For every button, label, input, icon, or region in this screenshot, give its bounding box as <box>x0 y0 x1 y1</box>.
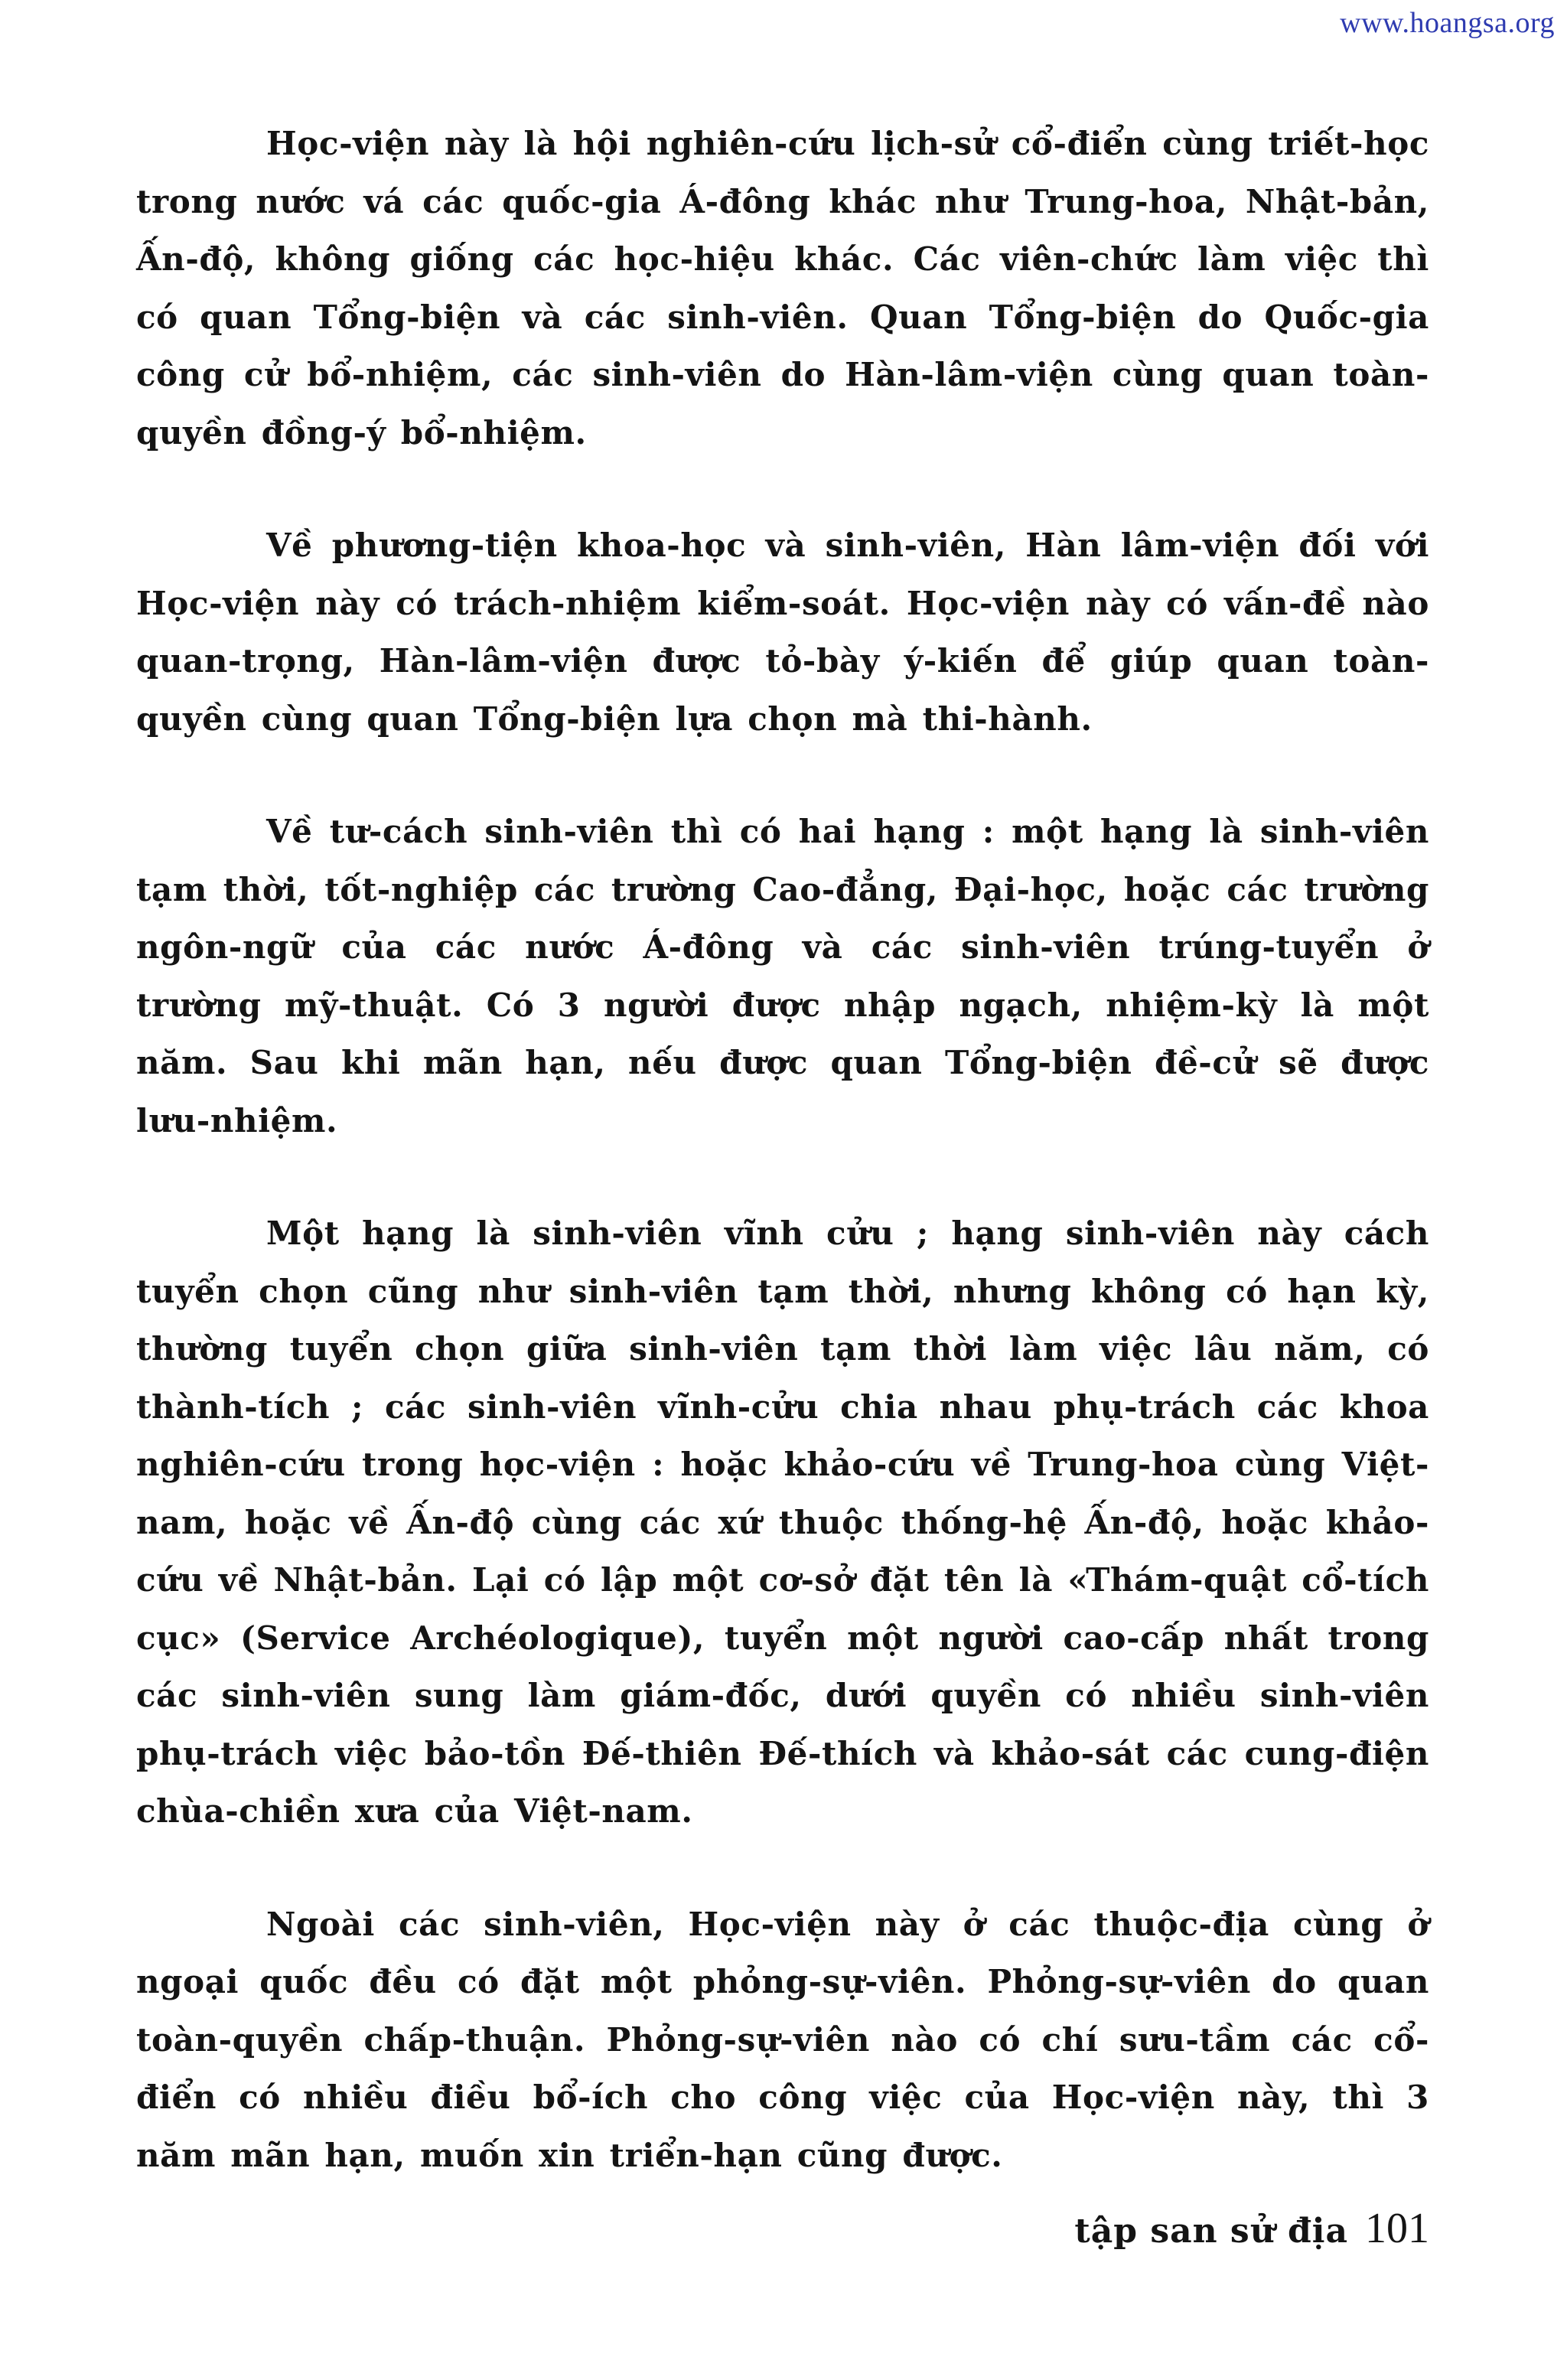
paragraph-4: Một hạng là sinh-viên vĩnh cửu ; hạng sinh-viên này cách tuyển chọn cũng như sinh-viên tạm thời, nhưng không có hạn kỳ, thường tuyển chọn giữa sinh-viên tạm thời làm việc lâu năm, có thành-tích ; các sinh-viên vĩnh-cửu chia nhau phụ-trách các khoa nghiên-cứu trong học-viện : hoặc khảo-cứu về Trung-hoa cùng Việt-nam, hoặc về Ấn-độ cùng các xứ thuộc thống-hệ Ấn-độ, hoặc khảo-cứu về Nhật-bản. Lại có lập một cơ-sở đặt tên là «Thám-quật cổ-tích cục» (Service Archéologique), tuyển một người cao-cấp nhất trong các sinh-viên sung làm giám-đốc, dưới quyền có nhiều sinh-viên phụ-trách việc bảo-tồn Đế-thiên Đế-thích và khảo-sát các cung-điện chùa-chiền xưa của Việt-nam. <box>136 1214 1429 1830</box>
journal-title: tập san sử địa <box>1074 2212 1348 2251</box>
paragraph-3: Về tư-cách sinh-viên thì có hai hạng : một hạng là sinh-viên tạm thời, tốt-nghiệp các trường Cao-đẳng, Đại-học, hoặc các trường ngôn-ngữ của các nước Á-đông và các sinh-viên trúng-tuyển ở trường mỹ-thuật. Có 3 người được nhập ngạch, nhiệm-kỳ là một năm. Sau khi mãn hạn, nếu được quan Tổng-biện đề-cử sẽ được lưu-nhiệm. <box>136 813 1429 1139</box>
page-body <box>136 115 1429 2184</box>
paragraph-1: Học-viện này là hội nghiên-cứu lịch-sử cổ-điển cùng triết-học trong nước vá các quốc-gia Á-đông khác như Trung-hoa, Nhật-bản, Ấn-độ, không giống các học-hiệu khác. Các viên-chức làm việc thì có quan Tổng-biện và các sinh-viên. Quan Tổng-biện do Quốc-gia công cử bổ-nhiệm, các sinh-viên do Hàn-lâm-viện cùng quan toàn-quyền đồng-ý bổ-nhiệm. <box>136 125 1429 452</box>
watermark: www.hoangsa.org <box>1340 7 1555 39</box>
paragraph-5: Ngoài các sinh-viên, Học-viện này ở các thuộc-địa cùng ở ngoại quốc đều có đặt một phỏng-sự-viên. Phỏng-sự-viên do quan toàn-quyền chấp-thuận. Phỏng-sự-viên nào có chí sưu-tầm các cổ-điển có nhiều điều bổ-ích cho công việc của Học-viện này, thì 3 năm mãn hạn, muốn xin triển-hạn cũng được. <box>136 1905 1429 2174</box>
page-number: 101 <box>1365 2205 1429 2252</box>
page-footer <box>1074 2204 1429 2253</box>
paragraph-2: Về phương-tiện khoa-học và sinh-viên, Hàn lâm-viện đối với Học-viện này có trách-nhiệm kiểm-soát. Học-viện này có vấn-đề nào quan-trọng, Hàn-lâm-viện được tỏ-bày ý-kiến để giúp quan toàn-quyền cùng quan Tổng-biện lựa chọn mà thi-hành. <box>136 527 1429 738</box>
